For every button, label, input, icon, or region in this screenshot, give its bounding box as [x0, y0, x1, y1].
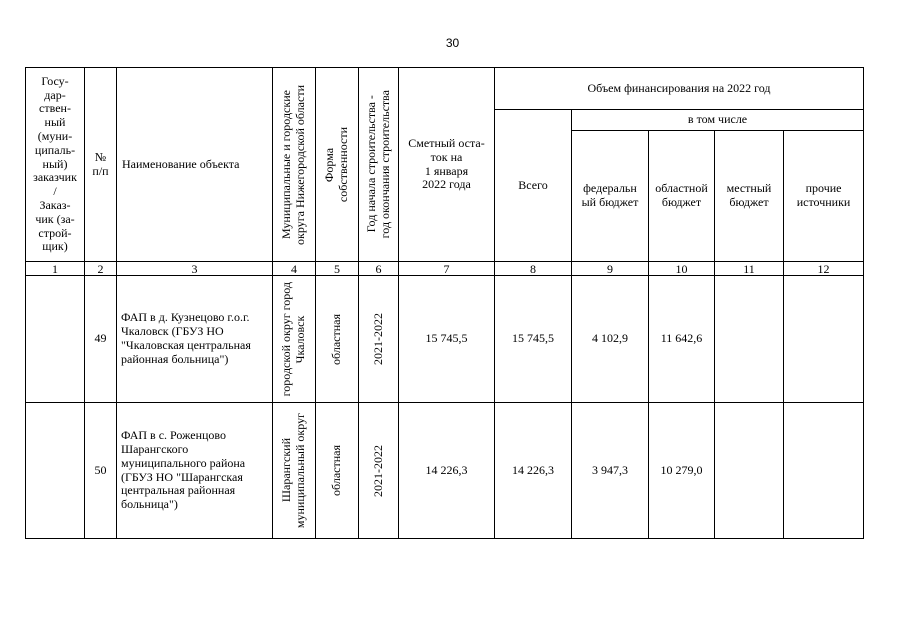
row-customer	[26, 276, 85, 403]
header-regional: областной бюджет	[649, 131, 715, 262]
column-number: 11	[715, 262, 784, 276]
header-num: № п/п	[85, 68, 117, 262]
row-object-name: ФАП в д. Кузнецово г.о.г. Чкаловск (ГБУЗ НО "Чкаловская центральная районная больница")	[117, 276, 273, 403]
column-number: 2	[85, 262, 117, 276]
column-number-row	[26, 262, 864, 276]
column-number: 7	[399, 262, 495, 276]
row-num: 49	[85, 276, 117, 403]
column-number: 1	[26, 262, 85, 276]
row-other	[784, 276, 864, 403]
row-regional: 10 279,0	[649, 403, 715, 539]
row-ownership: областная	[316, 403, 359, 539]
column-number: 6	[359, 262, 399, 276]
row-local	[715, 403, 784, 539]
row-num: 50	[85, 403, 117, 539]
row-regional: 11 642,6	[649, 276, 715, 403]
column-number: 5	[316, 262, 359, 276]
row-total: 15 745,5	[495, 276, 572, 403]
header-remaining: Сметный оста- ток на 1 января 2022 года	[399, 68, 495, 262]
column-number: 4	[273, 262, 316, 276]
financing-table	[25, 67, 864, 539]
column-number: 8	[495, 262, 572, 276]
column-number: 10	[649, 262, 715, 276]
header-years: Год начала строительства - год окончания строительства	[359, 68, 399, 262]
header-total: Всего	[495, 110, 572, 262]
row-remaining: 15 745,5	[399, 276, 495, 403]
table-row	[26, 276, 864, 403]
row-remaining: 14 226,3	[399, 403, 495, 539]
header-including: в том числе	[572, 110, 864, 131]
row-local	[715, 276, 784, 403]
page-number: 30	[445, 36, 460, 50]
header-customer: Госу- дар- ствен- ный (муни- ципаль- ный) заказчик / Заказ- чик (за- строй- щик)	[26, 68, 85, 262]
row-federal: 3 947,3	[572, 403, 649, 539]
row-object-name: ФАП в с. Роженцово Шарангского муниципального района (ГБУЗ НО "Шарангская центральная районная больница")	[117, 403, 273, 539]
row-other	[784, 403, 864, 539]
header-object-name: Наименование объекта	[117, 68, 273, 262]
column-number: 3	[117, 262, 273, 276]
column-number: 12	[784, 262, 864, 276]
header-federal: федеральн ый бюджет	[572, 131, 649, 262]
header-ownership: Форма собственности	[316, 68, 359, 262]
row-ownership: областная	[316, 276, 359, 403]
header-local: местный бюджет	[715, 131, 784, 262]
row-total: 14 226,3	[495, 403, 572, 539]
header-funding: Объем финансирования на 2022 год	[495, 68, 864, 110]
row-municipality: городской округ город Чкаловск	[273, 276, 316, 403]
header-other: прочие источники	[784, 131, 864, 262]
table-row	[26, 403, 864, 539]
header-municipality: Муниципальные и городские округа Нижегородской области	[273, 68, 316, 262]
row-years: 2021-2022	[359, 276, 399, 403]
column-number: 9	[572, 262, 649, 276]
row-customer	[26, 403, 85, 539]
row-municipality: Шарангский муниципальный округ	[273, 403, 316, 539]
row-federal: 4 102,9	[572, 276, 649, 403]
row-years: 2021-2022	[359, 403, 399, 539]
